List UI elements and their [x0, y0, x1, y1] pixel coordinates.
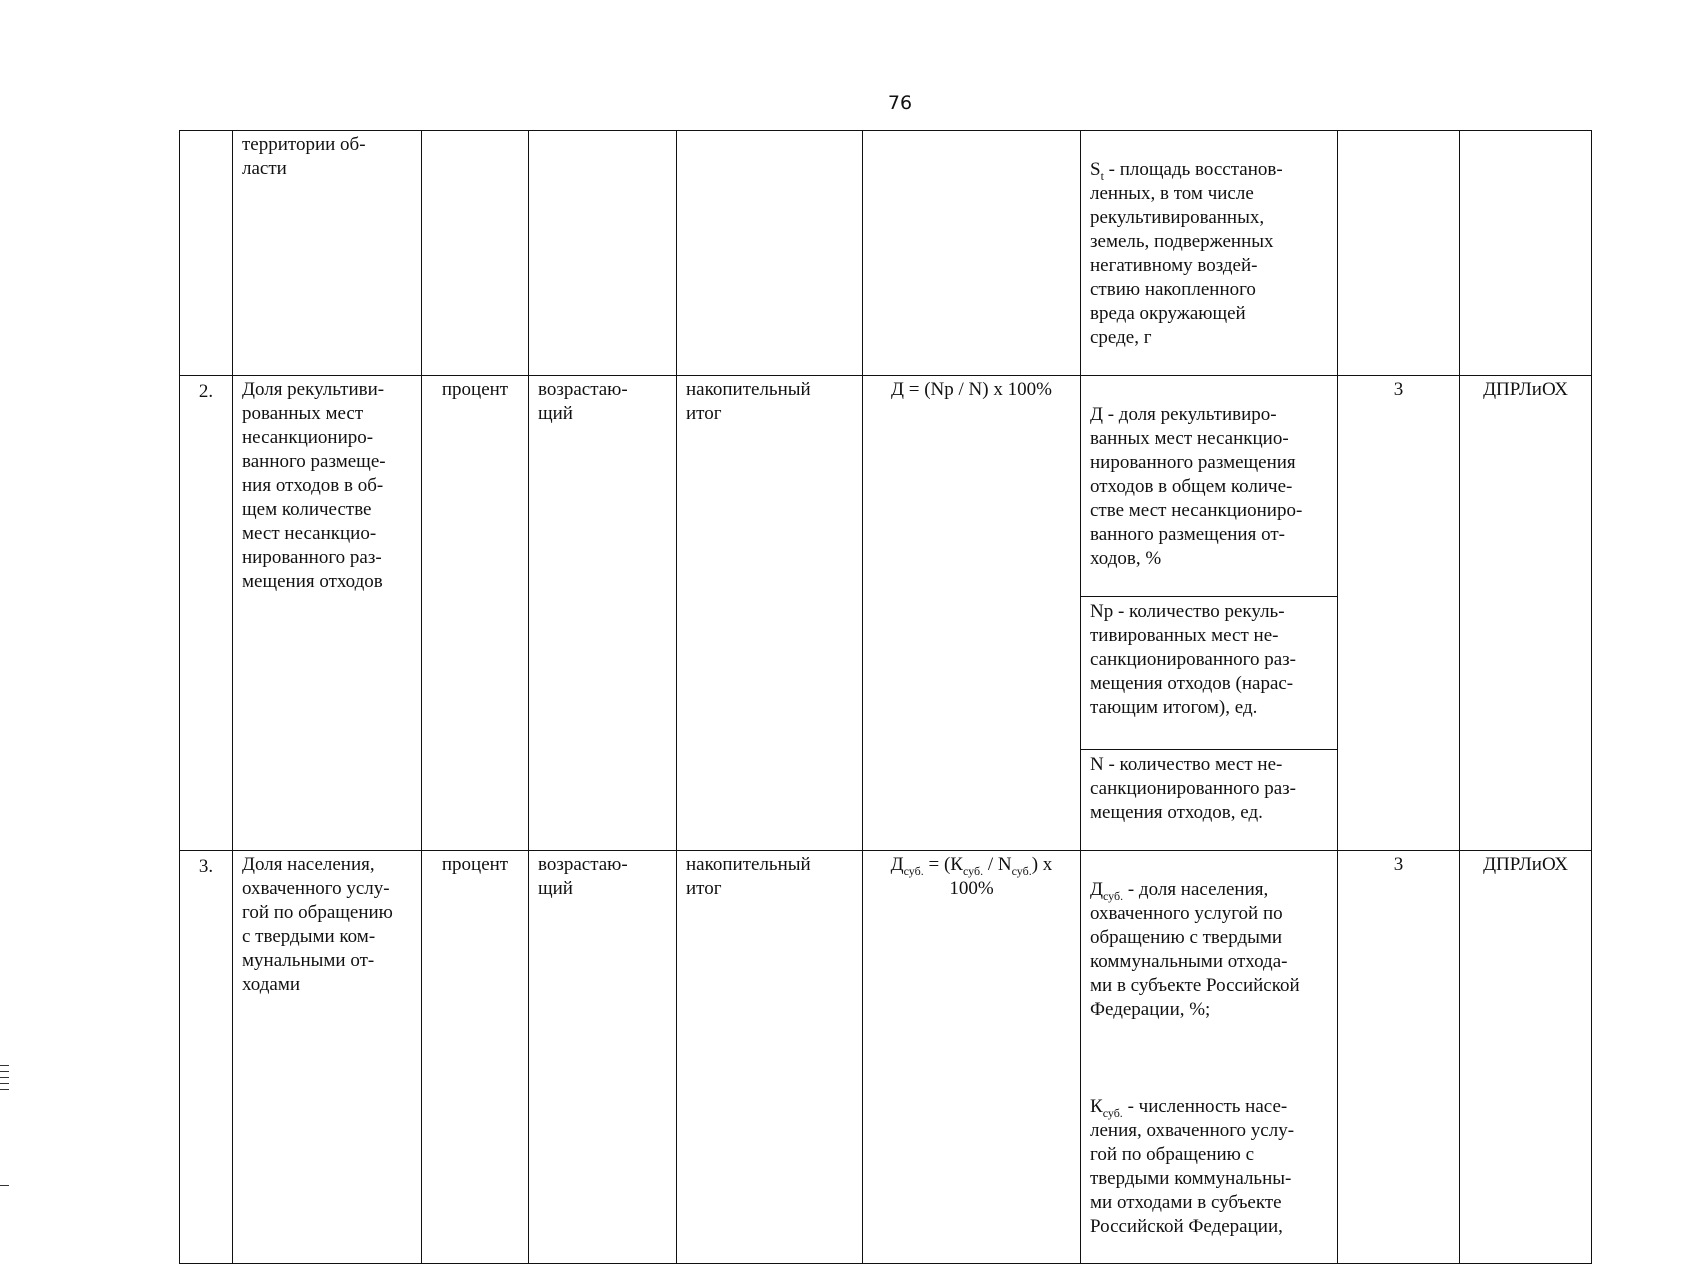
- table-row: [180, 851, 1592, 1264]
- description-block: [1081, 875, 1337, 1023]
- description-cell: [1081, 131, 1338, 376]
- unit-cell: процент: [422, 376, 529, 851]
- table-row: [180, 131, 1592, 376]
- method-cell: накопительный итог: [677, 376, 863, 851]
- indicator-name: Доля населения, охваченного услу- гой по обращению с твердыми ком- мунальными от- ходами: [233, 851, 422, 1264]
- description-text: - доля населения, охваченного услугой по обращению с твердыми коммунальными отхода- ми в субъекте Российской Федерации, %;: [1090, 879, 1300, 1020]
- formula-slash: / N: [983, 854, 1012, 875]
- formula-sub: суб.: [962, 863, 984, 878]
- margin-marks: [0, 1065, 10, 1095]
- variable-subscript: суб.: [1102, 888, 1124, 903]
- indicator-name: Доля рекультиви- рованных мест несанкциониро- ванного размеще- ния отходов в об- щем количестве мест несанкцио- нированного раз- мещения отходов: [233, 376, 422, 851]
- responsible-cell: ДПРЛиОХ: [1460, 851, 1592, 1264]
- formula-cell: [863, 131, 1081, 376]
- description-block: Д - доля рекультивиро- ванных мест несанкцио- нированного размещения отходов в общем количе- стве мест несанкциониро- ванного размещения от- ходов, %: [1090, 404, 1303, 569]
- description-block: [1081, 155, 1337, 351]
- formula-d: Д: [890, 854, 904, 875]
- method-cell: накопительный итог: [677, 851, 863, 1264]
- unit-cell: [422, 131, 529, 376]
- formula-cell: [863, 851, 1081, 1264]
- description-text: - численность насе- ления, охваченного услу- гой по обращению с твердыми коммунальны- ми отходами в субъекте Российской Федерации,: [1090, 1096, 1295, 1237]
- formula-end: ) x: [1031, 854, 1053, 875]
- variable-letter: S: [1090, 159, 1101, 180]
- formula-sub: суб.: [903, 863, 924, 878]
- description-block: [1081, 1095, 1337, 1239]
- responsible-cell: ДПРЛиОХ: [1460, 376, 1592, 851]
- variable-letter: Д: [1090, 879, 1103, 900]
- description-text: - площадь восстанов- ленных, в том числе рекультивированных, земель, подверженных негативному воздей- ствию накопленного вреда окружающей среде, г: [1090, 159, 1283, 348]
- page-number: 76: [887, 92, 913, 114]
- dynamics-cell: [529, 131, 677, 376]
- formula-cell: Д = (Np / N) x 100%: [863, 376, 1081, 851]
- row-number: [180, 131, 233, 376]
- formula-sub: суб.: [1011, 863, 1032, 878]
- margin-mark: [0, 1185, 9, 1186]
- variable-subscript: t: [1100, 168, 1104, 183]
- dynamics-cell: возрастаю- щий: [529, 376, 677, 851]
- code-cell: 3: [1338, 851, 1460, 1264]
- formula-line2: 100%: [949, 878, 994, 899]
- formula-eq: = (К: [923, 854, 963, 875]
- row-number: 2.: [180, 376, 233, 851]
- responsible-cell: [1460, 131, 1592, 376]
- indicators-table: [179, 130, 1592, 1264]
- indicator-name: территории об- ласти: [233, 131, 422, 376]
- row-number: 3.: [180, 851, 233, 1264]
- unit-cell: процент: [422, 851, 529, 1264]
- variable-subscript: суб.: [1102, 1105, 1123, 1120]
- description-cell: [1081, 376, 1338, 851]
- description-block: Np - количество рекуль- тивированных мест не- санкционированного раз- мещения отходов (нарас- тающим итогом), ед.: [1081, 596, 1337, 725]
- description-cell: [1081, 851, 1338, 1264]
- description-block: N - количество мест не- санкционированного раз- мещения отходов, ед.: [1081, 749, 1337, 826]
- code-cell: [1338, 131, 1460, 376]
- dynamics-cell: возрастаю- щий: [529, 851, 677, 1264]
- method-cell: [677, 131, 863, 376]
- table-row: [180, 376, 1592, 851]
- code-cell: 3: [1338, 376, 1460, 851]
- variable-letter: К: [1090, 1096, 1103, 1117]
